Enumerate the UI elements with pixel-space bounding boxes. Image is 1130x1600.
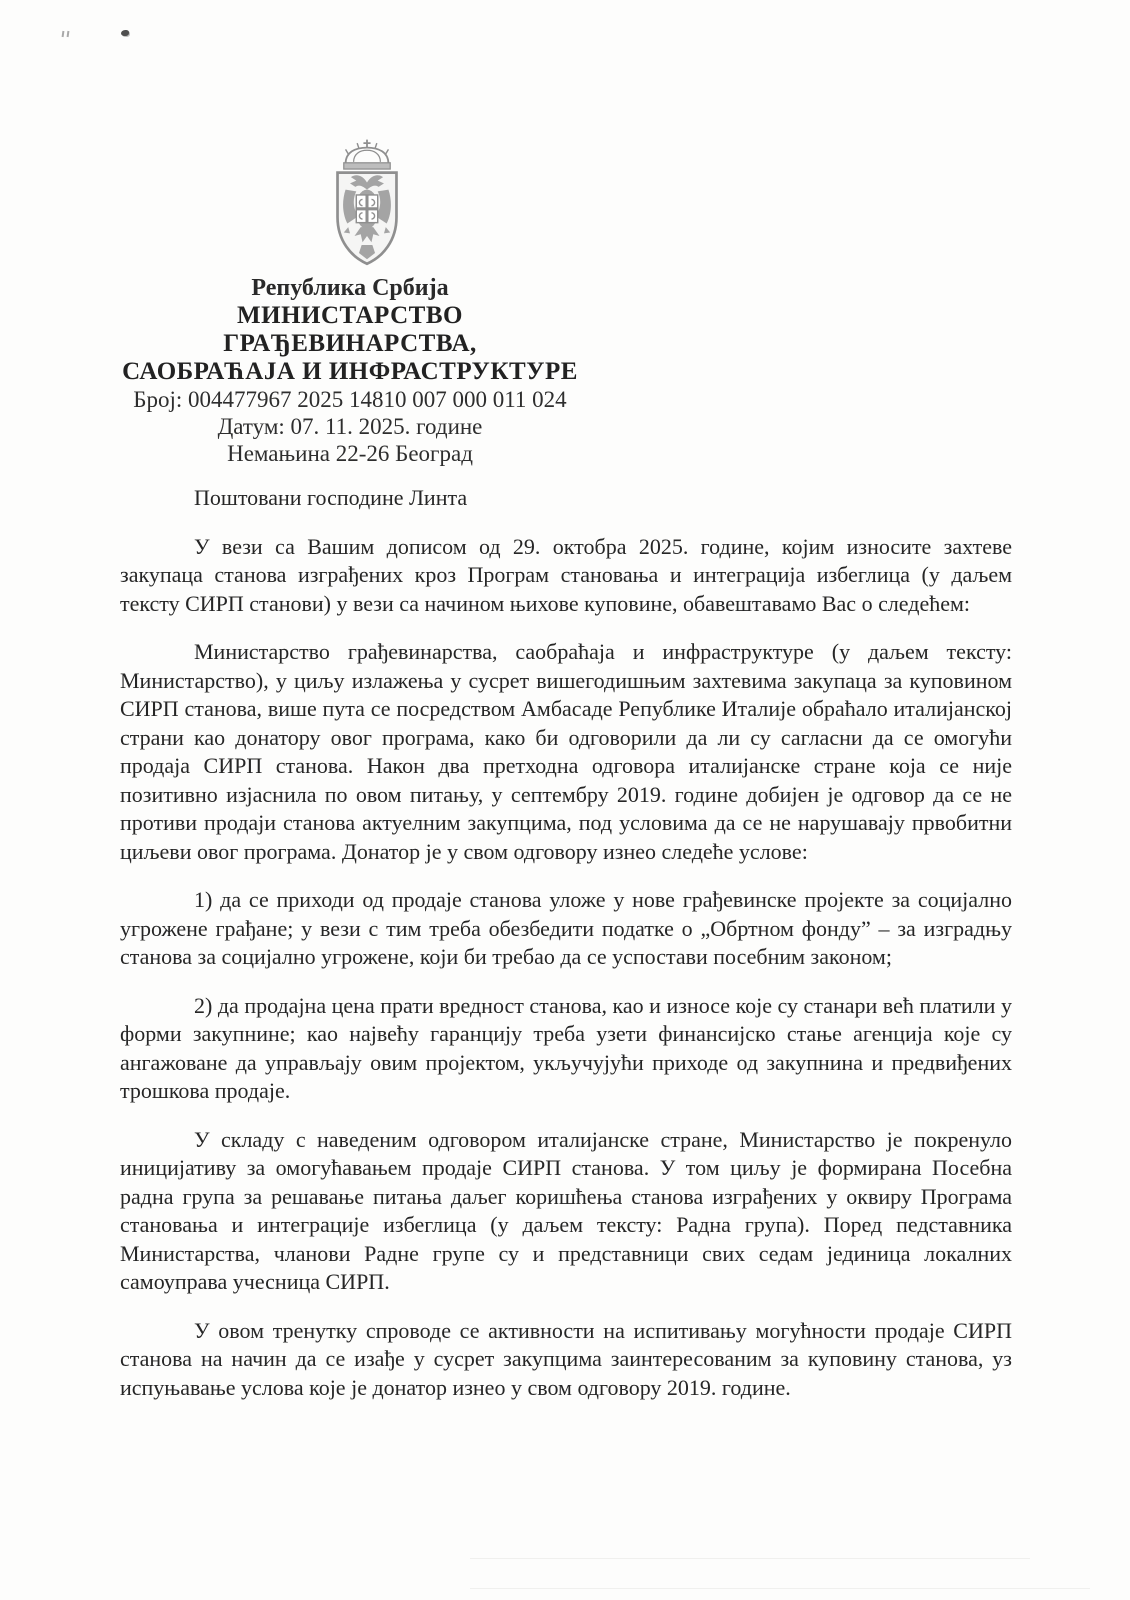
country-name: Република Србија bbox=[251, 275, 449, 301]
paragraph-working-group: У складу с наведеним одговором италијанске стране, Министарство је покренуло иницијативу за омогућавањем продаје СИРП станова. У том циљу је формирана Посебна радна група за решавање питања даљег коришћења станова изграђених у оквиру Програма становања и интеграције избеглица (у даљем тексту: Радна група). Поред педставника Министарства, чланови Радне групе су и представници свих седам јединица локалних самоуправа учесница СИРП. bbox=[120, 1126, 1012, 1294]
ministry-name-line1: МИНИСТАРСТВО ГРАЂЕВИНАРСТВА, bbox=[223, 302, 477, 357]
paragraph-condition-2: 2) да продајна цена прати вредност станова, као и износе које су станари већ платили у форми закупнине; као највећу гаранцију треба узети финансијско стање агенција које су ангажоване да управљају овим пројектом, укључујући приходе од закупнина и предвиђених трошкова продаје. bbox=[120, 992, 1012, 1103]
paragraph-ministry-reply: Министарство грађевинарства, саобраћаја и инфраструктуре (у даљем тексту: Министарство), у циљу излажења у сусрет вишегодишњим захтевима закупаца за куповином СИРП станова, више пута се посредством Амбасаде Републике Италије обраћало италијанској страни као донатору овог програма, како би одговорили да ли су сагласни да се омогући продаја СИРП станова. Након два претходна одговора италијанске стране која се није позитивно изјаснила по овом питању, у септембру 2019. године добијен је одговор да се не противи продаји станова актуелним закупцима, под условима да се не нарушавају првобитни циљеви овог програма. Донатор је у свом одговору изнео следеће услове: bbox=[120, 639, 1012, 864]
paragraph-intro: У вези са Вашим дописом од 29. октобра 2025. године, којим износите захтеве закупаца станова изграђених кроз Програм становања и интеграција избеглица (у даљем тексту СИРП станови) у вези са начином њихове куповине, обавештавамо Вас о следећем: bbox=[120, 533, 1012, 616]
salutation: Поштовани господине Линта bbox=[194, 485, 468, 510]
letterhead bbox=[115, 0, 585, 467]
letter-body bbox=[120, 470, 1012, 1402]
paragraph-current-status: У овом тренутку спроводе се активности на испитивању могућности продаје СИРП станова на начин да се изађе у сусрет закупцима заинтересованим за куповину станова, уз испуњавање услова које је донатор изнео у свом одговору 2019. године. bbox=[120, 1317, 1012, 1400]
serbia-coat-of-arms-icon bbox=[325, 136, 409, 270]
paragraph-condition-1: 1) да се приходи од продаје станова уложе у нове грађевинске пројекте за социјално угрожене грађане; у вези с тим треба обезбедити податке о „Обртном фонду” – за изградњу станова за социјално угрожене, који би требао да се успостави посебним законом; bbox=[120, 887, 1012, 969]
document-number: Број: 004477967 2025 14810 007 000 011 024 bbox=[133, 387, 567, 412]
ministry-address: Немањина 22-26 Београд bbox=[227, 441, 473, 466]
ministry-name-line2: САОБРАЋАЈА И ИНФРАСТРУКТУРЕ bbox=[122, 358, 578, 385]
scan-artifact-marks bbox=[62, 24, 74, 34]
scan-faint-line bbox=[470, 1558, 1030, 1559]
scan-faint-line bbox=[470, 1588, 1090, 1589]
document-date: Датум: 07. 11. 2025. године bbox=[217, 414, 483, 439]
